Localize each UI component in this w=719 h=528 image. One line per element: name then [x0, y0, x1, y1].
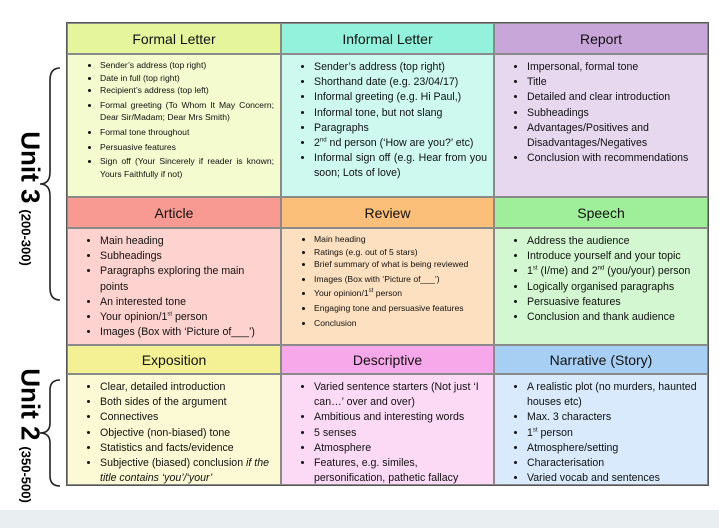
unit-3-range: (200-300): [18, 209, 34, 266]
list-item: • Sender’s address (top right): [100, 59, 274, 72]
list-item: • Connectives: [100, 410, 274, 425]
list-item: • Ambitious and interesting words: [314, 410, 487, 425]
review-heading: Review: [281, 197, 494, 228]
report-heading: Report: [494, 23, 708, 54]
narrative-body: [494, 374, 708, 485]
list-item: • A realistic plot (no murders, haunted houses etc): [527, 380, 701, 410]
formal-letter-heading: Formal Letter: [67, 23, 281, 54]
list-item: • Both sides of the argument: [100, 395, 274, 410]
list-item: • Varied vocab and sentences: [527, 471, 701, 485]
bottom-strip: [0, 510, 719, 528]
descriptive-heading: Descriptive: [281, 345, 494, 374]
list-item: • Conclusion and thank audience: [527, 310, 701, 325]
list-item: • Brief summary of what is being reviewed: [314, 258, 487, 271]
list-item: [100, 456, 274, 485]
unit-2-brace: [38, 378, 64, 488]
list-item: • Atmosphere/setting: [527, 441, 701, 456]
descriptive-body: [281, 374, 494, 485]
report-body: [494, 54, 708, 197]
exposition-heading: Exposition: [67, 345, 281, 374]
list-item: • Advantages/Positives and Disadvantages/Negatives: [527, 121, 701, 151]
unit-3-title: Unit 3: [15, 131, 46, 204]
list-item: • Informal sign off (e.g. Hear from you soon; Lots of love): [314, 151, 487, 181]
list-item-text: (I/me) and 2: [540, 265, 598, 278]
list-item: • Main heading: [314, 233, 487, 246]
list-item: • Formal greeting (To Whom It May Concern; Dear Sir/Madam; Dear Mrs Smith): [100, 99, 274, 124]
list-item: • Statistics and facts/evidence: [100, 441, 274, 456]
list-item: • Engaging tone and persuasive features: [314, 302, 487, 315]
list-item: • Features, e.g. similes, personification, pathetic fallacy: [314, 456, 487, 485]
exposition-body: [67, 374, 281, 485]
list-item-text: 1: [527, 426, 533, 439]
list-item: • Persuasive features: [100, 141, 274, 154]
list-item: • Address the audience: [527, 234, 701, 249]
list-item: • Logically organised paragraphs: [527, 280, 701, 295]
list-item: • Characterisation: [527, 456, 701, 471]
list-item: • Shorthand date (e.g. 23/04/17): [314, 75, 487, 90]
speech-body: [494, 228, 708, 345]
list-item: [527, 264, 701, 279]
list-item: • Introduce yourself and your topic: [527, 249, 701, 264]
list-item: • Informal greeting (e.g. Hi Paul,): [314, 90, 487, 105]
list-item: • Recipient’s address (top left): [100, 84, 274, 97]
ordinal-suffix: nd: [597, 265, 605, 272]
review-body: [281, 228, 494, 345]
list-item: • Title: [527, 75, 701, 90]
list-item: • An interested tone: [100, 295, 274, 310]
list-item-text: person: [540, 426, 573, 439]
list-item: • Paragraphs exploring the main points: [100, 264, 274, 294]
list-item: • Impersonal, formal tone: [527, 60, 701, 75]
list-item: • Objective (non-biased) tone: [100, 426, 274, 441]
article-body: [67, 228, 281, 345]
list-item: • Images (Box with ‘Picture of___’): [100, 325, 274, 340]
list-item: • Sign off (Your Sincerely if reader is known; Yours Faithfully if not): [100, 155, 274, 180]
list-item: • Detailed and clear introduction: [527, 90, 701, 105]
list-item-text: Your opinion/1: [100, 311, 168, 324]
list-item: • Atmosphere: [314, 441, 487, 456]
unit-2-title: Unit 2: [15, 368, 46, 441]
unit-3-brace: [38, 66, 64, 302]
list-item: • Clear, detailed introduction: [100, 380, 274, 395]
list-item: • 5 senses: [314, 426, 487, 441]
article-heading: Article: [67, 197, 281, 228]
list-item-text: Your opinion/1: [314, 288, 369, 299]
informal-letter-heading: Informal Letter: [281, 23, 494, 54]
list-item: • Conclusion: [314, 317, 487, 330]
list-item-text: person: [174, 311, 208, 324]
text-types-grid: [66, 22, 709, 486]
list-item: • Images (Box with ‘Picture of___’): [314, 273, 487, 286]
list-item: • Subheadings: [527, 106, 701, 121]
ordinal-suffix: st: [532, 427, 538, 434]
list-item: • Subheadings: [100, 249, 274, 264]
list-item: [314, 136, 487, 151]
ordinal-suffix: nd: [319, 137, 327, 144]
list-item-italic-text: if the title contains ‘you’/‘your’: [100, 457, 270, 485]
list-item-text: (you/your) person: [607, 265, 691, 278]
informal-letter-body: [281, 54, 494, 197]
list-item: [100, 310, 274, 325]
unit-2-range: (350-500): [18, 446, 34, 503]
narrative-heading: Narrative (Story): [494, 345, 708, 374]
list-item: • Persuasive features: [527, 295, 701, 310]
list-item-text: person: [375, 288, 402, 299]
ordinal-suffix: st: [532, 265, 538, 272]
list-item: • Sender’s address (top right): [314, 60, 487, 75]
list-item: [527, 426, 701, 441]
formal-letter-body: [67, 54, 281, 197]
list-item: • Ratings (e.g. out of 5 stars): [314, 246, 487, 259]
list-item: • Main heading: [100, 234, 274, 249]
list-item-text: nd person (‘How are you?’ etc): [329, 137, 474, 150]
list-item: • Paragraphs: [314, 121, 487, 136]
ordinal-suffix: st: [167, 311, 173, 318]
list-item-text: Subjective (biased) conclusion: [100, 457, 247, 470]
list-item: • Max. 3 characters: [527, 410, 701, 425]
list-item: • Formal tone throughout: [100, 126, 274, 139]
list-item: • Varied sentence starters (Not just ‘I can…’ over and over): [314, 380, 487, 410]
list-item-text: 1: [527, 265, 533, 278]
list-item: • Informal tone, but not slang: [314, 106, 487, 121]
speech-heading: Speech: [494, 197, 708, 228]
ordinal-number: 2: [314, 137, 320, 150]
list-item: • Conclusion with recommendations: [527, 151, 701, 166]
ordinal-suffix: st: [368, 288, 374, 295]
list-item: • Date in full (top right): [100, 72, 274, 85]
list-item: [314, 287, 487, 300]
